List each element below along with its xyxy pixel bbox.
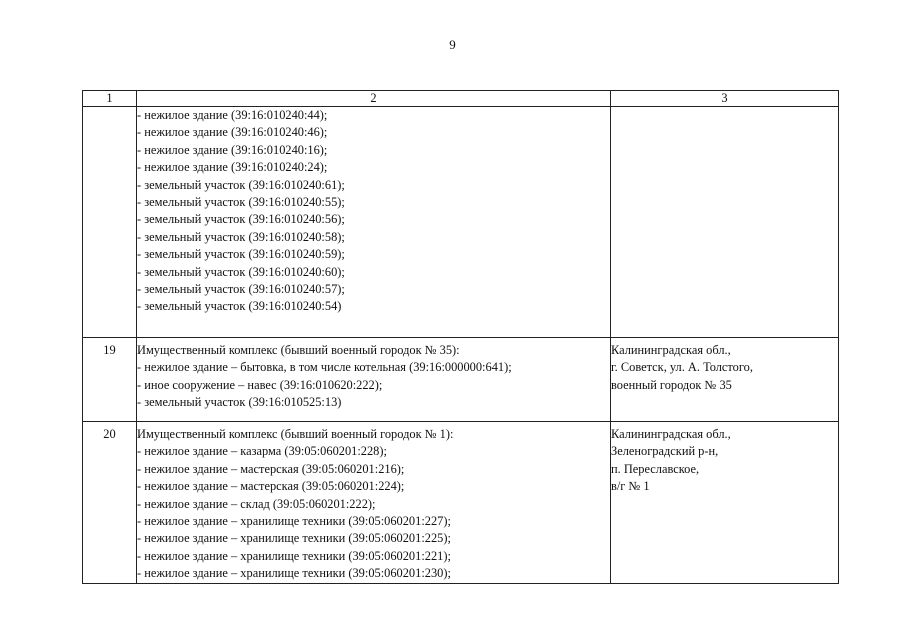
row-description — [137, 338, 611, 422]
list-item: - нежилое здание (39:16:010240:16); — [137, 142, 328, 157]
list-item: - нежилое здание – мастерская (39:05:060201:224); — [137, 479, 405, 494]
list-item: - нежилое здание – казарма (39:05:060201:228); — [137, 444, 387, 459]
list-item: - нежилое здание – хранилище техники (39:05:060201:227); — [137, 514, 451, 529]
column-header-description: 2 — [137, 91, 611, 107]
column-header-number: 1 — [83, 91, 137, 107]
address-line: г. Советск, ул. А. Толстого, — [611, 360, 753, 375]
list-item: - земельный участок (39:16:010240:54) — [137, 299, 342, 314]
row-address — [611, 422, 839, 584]
list-item: - земельный участок (39:16:010240:61); — [137, 177, 345, 192]
list-item: - нежилое здание (39:16:010240:24); — [137, 160, 328, 175]
list-item: - земельный участок (39:16:010240:56); — [137, 212, 345, 227]
list-item: - земельный участок (39:16:010240:55); — [137, 195, 345, 210]
list-item: - земельный участок (39:16:010240:57); — [137, 282, 345, 297]
address-line: Зеленоградский р-н, — [611, 444, 719, 459]
list-item: - земельный участок (39:16:010240:58); — [137, 229, 345, 244]
row-number: 20 — [83, 422, 137, 584]
list-item: - нежилое здание (39:16:010240:46); — [137, 125, 328, 140]
page-number: 9 — [449, 37, 456, 52]
table-row-19 — [83, 338, 839, 422]
list-item: - земельный участок (39:16:010240:59); — [137, 247, 345, 262]
list-item: - нежилое здание – склад (39:05:060201:222); — [137, 496, 376, 511]
row-description — [137, 107, 611, 338]
row-number — [83, 107, 137, 338]
list-item: - земельный участок (39:16:010525:13) — [137, 395, 342, 410]
row-description — [137, 422, 611, 584]
list-item: - нежилое здание – хранилище техники (39:05:060201:225); — [137, 531, 451, 546]
address-line: Калининградская обл., — [611, 343, 731, 357]
table-row-continuation — [83, 107, 839, 338]
row-address — [611, 338, 839, 422]
row-number: 19 — [83, 338, 137, 422]
list-item: - нежилое здание (39:16:010240:44); — [137, 108, 328, 122]
address-line: в/г № 1 — [611, 479, 650, 494]
column-header-address: 3 — [611, 91, 839, 107]
list-item: - нежилое здание – мастерская (39:05:060201:216); — [137, 461, 405, 476]
list-item: - нежилое здание – хранилище техники (39:05:060201:221); — [137, 548, 451, 563]
list-item: - нежилое здание – хранилище техники (39:05:060201:230); — [137, 566, 451, 581]
list-item: - земельный участок (39:16:010240:60); — [137, 264, 345, 279]
row-address — [611, 107, 839, 338]
list-item: - нежилое здание – бытовка, в том числе котельная (39:16:000000:641); — [137, 360, 512, 375]
table-row-20 — [83, 422, 839, 584]
address-line: военный городок № 35 — [611, 377, 732, 392]
address-line: Калининградская обл., — [611, 427, 731, 441]
address-line: п. Переславское, — [611, 461, 700, 476]
list-item: - иное сооружение – навес (39:16:010620:222); — [137, 377, 383, 392]
list-item: Имущественный комплекс (бывший военный городок № 35): — [137, 343, 460, 357]
property-table — [82, 90, 839, 584]
table-header-row — [83, 91, 839, 107]
list-item: Имущественный комплекс (бывший военный городок № 1): — [137, 427, 454, 441]
